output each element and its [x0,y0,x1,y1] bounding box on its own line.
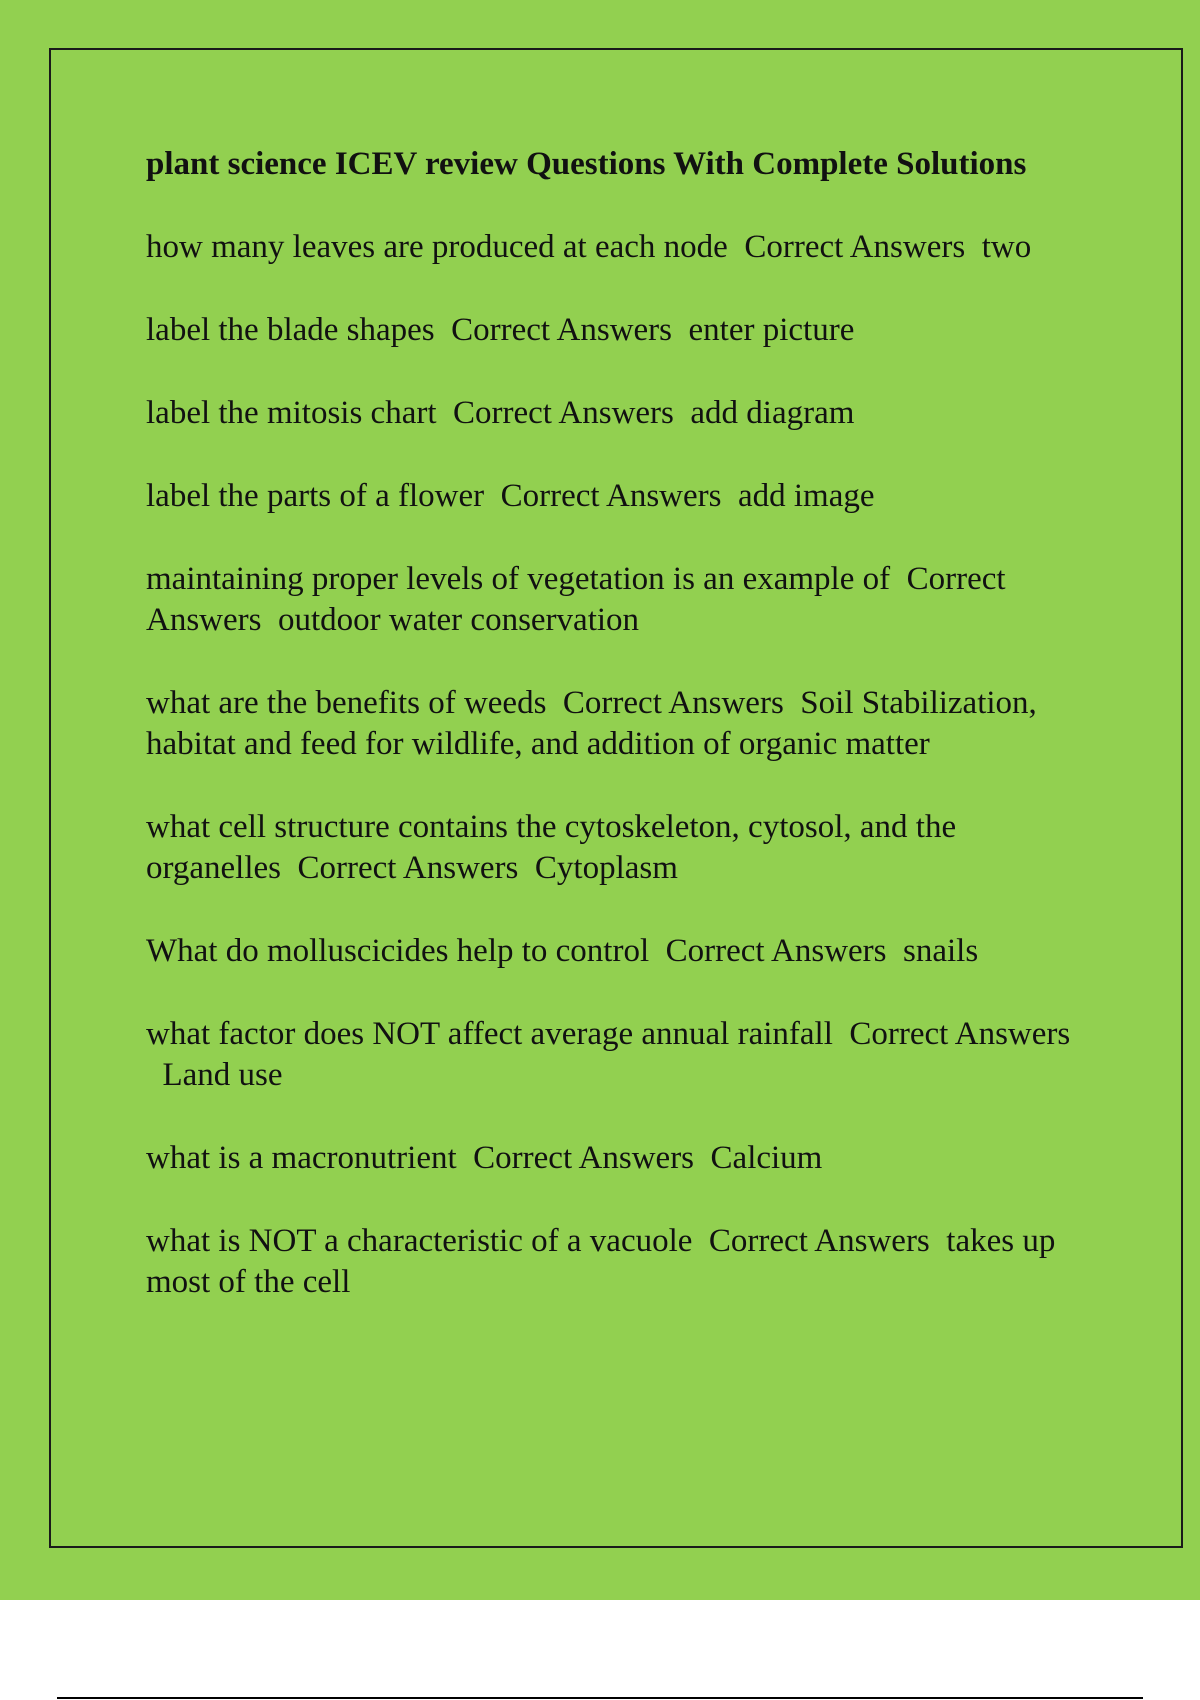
qa-item-7 [146,807,1076,889]
question-text: maintaining proper levels of vegetation is an example of [146,561,891,597]
qa-item-2 [146,310,1076,351]
answer-marker: Correct Answers [297,850,519,886]
qa-item-8 [146,931,1076,972]
qa-item-6 [146,683,1076,765]
question-text: what factor does NOT affect average annual rainfall [146,1016,833,1052]
question-text: how many leaves are produced at each node [146,229,728,265]
answer-marker: Correct Answers [500,478,722,514]
qa-item-9 [146,1014,1076,1096]
qa-item-11 [146,1221,1076,1303]
question-text: label the blade shapes [146,312,435,348]
answer-text: Calcium [710,1140,823,1176]
answer-marker: Correct Answers [849,1016,1071,1052]
answer-text: add diagram [690,395,855,431]
question-text: What do molluscicides help to control [146,933,650,969]
answer-text: enter picture [688,312,855,348]
answer-text: add image [737,478,875,514]
question-text: what cell structure contains the cytoskeleton, cytosol, and the organelles [146,809,957,886]
answer-marker: Correct Answers [708,1223,930,1259]
question-text: label the mitosis chart [146,395,437,431]
answer-marker: Correct Answers [562,685,784,721]
question-text: what is NOT a characteristic of a vacuole [146,1223,693,1259]
answer-text: Cytoplasm [534,850,678,886]
answer-marker: Correct Answers [453,395,674,431]
answer-text: Land use [162,1057,283,1093]
document-title: plant science ICEV review Questions With Complete Solutions [146,146,1027,182]
answer-text: takes up most of the cell [146,1223,1056,1300]
answer-text: snails [903,933,979,969]
qa-item-4 [146,476,1076,517]
qa-item-1 [146,227,1076,268]
answer-marker: Correct Answers [665,933,887,969]
qa-item-10 [146,1138,1076,1179]
qa-item-5 [146,559,1076,641]
footer-rule [57,1697,1143,1699]
question-text: what are the benefits of weeds [146,685,547,721]
answer-marker: Correct Answers [146,561,1006,638]
answer-text: Soil Stabilization, habitat and feed for wildlife, and addition of organic matter [146,685,1037,762]
question-text: what is a macronutrient [146,1140,457,1176]
answer-text: outdoor water conservation [277,602,640,638]
answer-marker: Correct Answers [451,312,673,348]
answer-marker: Correct Answers [744,229,966,265]
answer-text: two [981,229,1032,265]
question-text: label the parts of a flower [146,478,485,514]
document-body [146,144,1076,1345]
answer-marker: Correct Answers [473,1140,695,1176]
qa-item-3 [146,393,1076,434]
